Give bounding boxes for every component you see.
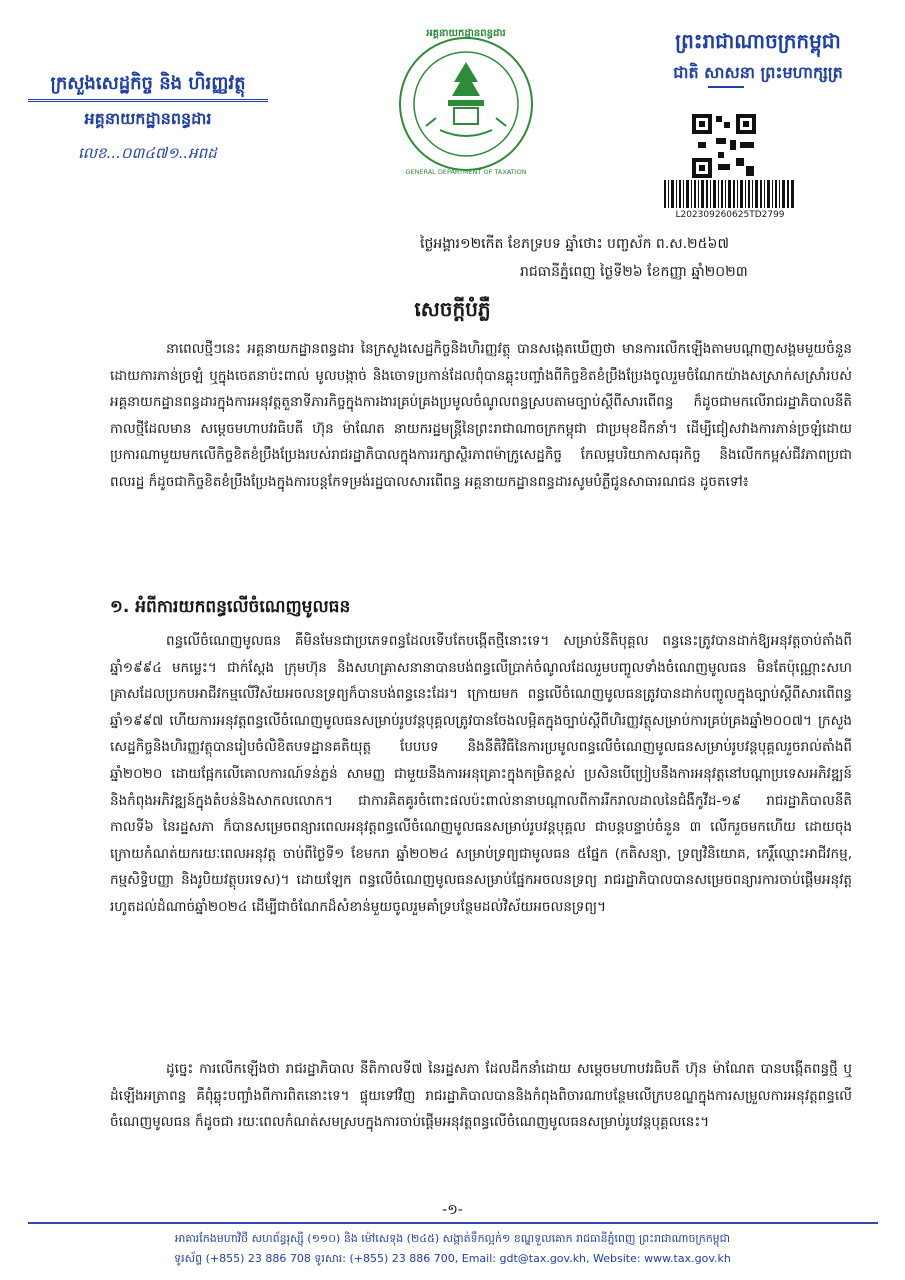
section-1-heading: ១. អំពីការយកពន្ធលើចំណេញមូលធន (110, 597, 351, 617)
tracking-id: L202309260625TD2799 (675, 210, 785, 220)
intro-paragraph: នាពេលថ្មីៗនេះ អគ្គនាយកដ្ឋានពន្ធដារ នៃក្រសួងសេដ្ឋកិច្ចនិងហិរញ្ញវត្ថុ បានសង្កេតឃើញថា មានការលើកឡើងតាមបណ្តាញសង្គមមួយចំនួនដោយការភាន់ច្រឡំ ឬក្នុងចេតនាប៉ះពាល់ មូលបង្កាច់ និងចោទប្រកាន់ដែលពុំបានឆ្លុះបញ្ចាំងពីកិច្ចខិតខំប្រឹងប្រែងចូលរួមចំណែកយ៉ាងសស្រាក់សស្រាំរបស់អគ្គនាយកដ្ឋានពន្ធដារក្នុងការអនុវត្តតួនាទីភារកិច្ចក្នុងការងារគ្រប់គ្រងប្រមូលចំណូលពន្ធស្របតាមច្បាប់ស្តីពីសារពើពន្ធ ក៏ដូចជាមកលើរាជរដ្ឋាភិបាលនីតិកាលថ្មីដែលមាន សម្តេចមហាបវរធិបតី ហ៊ុន ម៉ាណែត នាយករដ្ឋមន្ត្រីនៃព្រះរាជាណាចក្រកម្ពុជា ជាប្រមុខដឹកនាំ។ ដើម្បីជៀសវាងការភាន់ច្រឡំដោយប្រការណាមួយមកលើកិច្ចខិតខំប្រឹងប្រែងរបស់រាជរដ្ឋាភិបាលក្នុងការរក្សាស្ថិរភាពម៉ាក្រូសេដ្ឋកិច្ច កែលម្អបរិយាកាសធុរកិច្ច និងលើកកម្ពស់ជីវភាពប្រជាពលរដ្ឋ ក៏ដូចជាកិច្ចខិតខំប្រឹងប្រែងក្នុងការបន្តកែទម្រង់រដ្ឋបាលសារពើពន្ធ អគ្គនាយកដ្ឋានពន្ធដារសូមបំភ្លឺជូនសាធារណជន ដូចតទៅ៖ (110, 341, 852, 490)
section-1-paragraph-2: ដូច្នេះ ការលើកឡើងថា រាជរដ្ឋាភិបាល នីតិកាលទី៧ នៃរដ្ឋសភា ដែលដឹកនាំដោយ សម្តេចមហាបវរធិបតី ហ៊ុន ម៉ាណែត បានបង្កើតពន្ធថ្មី ឬដំឡើងអត្រាពន្ធ គឺពុំឆ្លុះបញ្ចាំងពីការពិតនោះទេ។ ផ្ទុយទៅវិញ រាជរដ្ឋាភិបាលបាននិងកំពុងពិចារណាបន្ថែមលើក្របខណ្ឌក្នុងការសម្រួលការអនុវត្តពន្ធលើចំណេញមូលធន ក៏ដូចជា រយៈពេលកំណត់សមស្របក្នុងការចាប់ផ្តើមអនុវត្តពន្ធលើចំណេញមូលធនសម្រាប់រូបវន្តបុគ្គលនេះ។ (110, 1061, 852, 1131)
lunar-date: ថ្ងៃអង្គារ១២កើត ខែភទ្របទ ឆ្នាំថោះ បញ្ចស័ក ព.ស.២៥៦៧ (420, 236, 729, 252)
gdt-seal-logo (392, 22, 540, 192)
motto-divider (708, 86, 744, 88)
ministry-name: ក្រសួងសេដ្ឋកិច្ច និង ហិរញ្ញវត្ថុ (28, 72, 268, 102)
barcode-icon (664, 180, 794, 208)
solar-date: រាជធានីភ្នំពេញ ថ្ងៃទី២៦ ខែកញ្ញា ឆ្នាំ២០២៣ (520, 264, 748, 280)
section-1-paragraph-1: ពន្ធលើចំណេញមូលធន គឺមិនមែនជាប្រភេទពន្ធដែលទើបតែបង្កើតថ្មីនោះទេ។ សម្រាប់នីតិបុគ្គល ពន្ធនេះត្រូវបានដាក់ឱ្យអនុវត្តចាប់តាំងពីឆ្នាំ១៩៩៤ មកម្លេះ។ ជាក់ស្តែង ក្រុមហ៊ុន និងសហគ្រាសនានាបានបង់ពន្ធលើប្រាក់ចំណូលដែលរួមបញ្ចូលទាំងចំណេញមូលធន មិនតែប៉ុណ្ណោះសហគ្រាសដែលប្រកបអាជីវកម្មលើវិស័យអចលនទ្រព្យក៏បានបង់ពន្ធនេះដែរ។ ក្រោយមក ពន្ធលើចំណេញមូលធនត្រូវបានដាក់បញ្ចូលក្នុងច្បាប់ស្តីពីសារពើពន្ធឆ្នាំ១៩៩៧ ហើយការអនុវត្តពន្ធលើចំណេញមូលធនសម្រាប់រូបវន្តបុគ្គលត្រូវបានចែងលម្អិតក្នុងច្បាប់ស្តីពីហិរញ្ញវត្ថុសម្រាប់ការគ្រប់គ្រងឆ្នាំ២០០៧។ ក្រសួងសេដ្ឋកិច្ចនិងហិរញ្ញវត្ថុបានរៀបចំលិខិតបទដ្ឋានគតិយុត្ត បែបបទ និងនីតិវិធីនៃការប្រមូលពន្ធលើចំណេញមូលធនសម្រាប់រូបវន្តបុគ្គលរួចរាល់តាំងពីឆ្នាំ២០២០ ដោយផ្អែកលើគោលការណ៍ទន់ភ្លន់ សាមញ្ញ ជាមួយនឹងការអនុគ្រោះក្នុងកម្រិតខ្ពស់ ប្រសិនបើប្រៀបនឹងការអនុវត្តនៅបណ្តាប្រទេសអភិវឌ្ឍន៍ និងកំពុងអភិវឌ្ឍន៍ក្នុងតំបន់និងសាកលលោក។ ជាការគិតគូរចំពោះផលប៉ះពាល់នានាបណ្តាលពីការរីករាលដាលនៃជំងឺកូវីដ-១៩ រាជរដ្ឋាភិបាលនីតិកាលទី៦ នៃរដ្ឋសភា ក៏បានសម្រេចពន្យារពេលអនុវត្តពន្ធលើចំណេញមូលធនសម្រាប់រូបវន្តបុគ្គល ជាបន្តបន្ទាប់ចំនួន ៣ លើករួចមកហើយ ដោយចុងក្រោយកំណត់យករយៈពេលអនុវត្ត ចាប់ពីថ្ងៃទី១ ខែមករា ឆ្នាំ២០២៤ សម្រាប់ទ្រព្យជាមូលធន ៥ផ្នែក (កតិសន្យា, ទ្រព្យវិនិយោគ, កេរ្តិ៍ឈ្មោះអាជីវកម្ម, កម្មសិទ្ធិបញ្ញា និងរូបិយវត្ថុបរទេស)។ ដោយឡែក ពន្ធលើចំណេញមូលធនសម្រាប់ផ្នែកអចលនទ្រព្យ រាជរដ្ឋាភិបាលបានសម្រេចពន្យារការចាប់ផ្តើមអនុវត្តរហូតដល់ដំណាច់ឆ្នាំ២០២៤ ដើម្បីជាចំណែកដ៏សំខាន់មួយចូលរួមគាំទ្របន្ថែមដល់វិស័យអចលនទ្រព្យ។ (110, 633, 852, 915)
national-motto: ជាតិ សាសនា ព្រះមហាក្សត្រ (673, 63, 843, 82)
reference-number: លេខ...០៣៤៧១..អពដ (78, 144, 217, 162)
qr-code-icon (690, 112, 758, 180)
seal-text-bottom: GENERAL DEPARTMENT OF TAXATION (405, 168, 527, 176)
footer-divider (28, 1222, 878, 1224)
footer-contact: ទូរស័ព្ទ (+855) 23 886 708 ទូរសារ: (+855) 23 886 700, Email: gdt@tax.gov.kh, Website: www.tax.gov.kh (174, 1252, 731, 1265)
seal-text-top: អគ្គនាយកដ្ឋានពន្ធដារ (426, 28, 506, 39)
department-name: អគ្គនាយកដ្ឋានពន្ធដារ (84, 109, 212, 128)
footer-address: អាគារកែងមហាវិថី សហព័ន្ធរុស្ស៊ី (១១០) និង ម៉ៅសេទុង (២៤៥) សង្កាត់ទឹកល្អក់១ ខណ្ឌទួលគោក រាជធានីភ្នំពេញ ព្រះរាជាណាចក្រកម្ពុជា (174, 1232, 731, 1245)
document-title: សេចក្តីបំភ្លឺ (414, 297, 491, 321)
page-number: -១- (442, 1202, 463, 1218)
kingdom-title: ព្រះរាជាណាចក្រកម្ពុជា (675, 29, 841, 53)
